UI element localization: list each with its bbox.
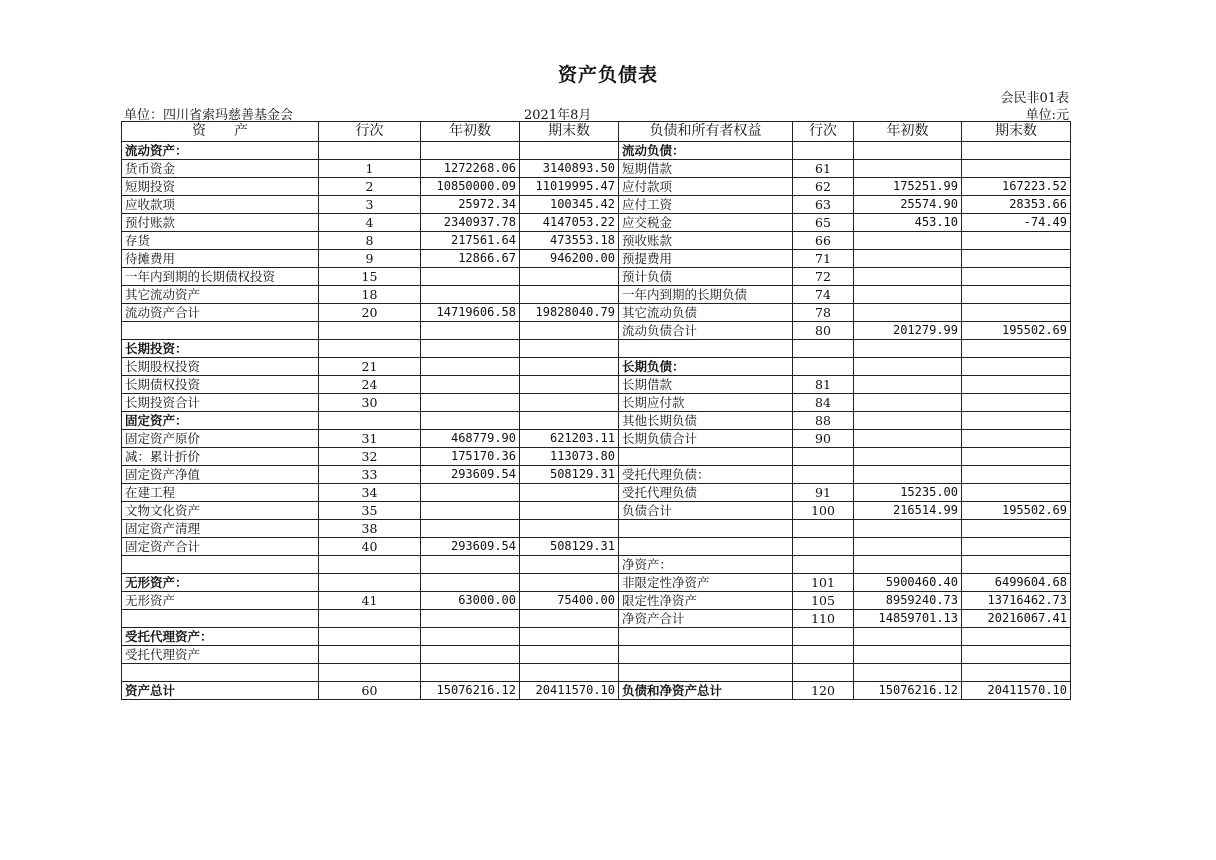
liability-line-no: 72 (793, 268, 854, 286)
asset-closing: 11019995.47 (520, 178, 619, 196)
liability-opening (854, 286, 962, 304)
liability-closing (962, 250, 1071, 268)
asset-name: 无形资产 (122, 592, 319, 610)
asset-closing (520, 502, 619, 520)
liability-line-no (793, 628, 854, 646)
asset-line-no: 21 (319, 358, 421, 376)
header-closing-balance: 期末数 (520, 122, 619, 142)
reporting-period: 2021年8月 (524, 108, 592, 123)
asset-closing (520, 340, 619, 358)
asset-line-no: 8 (319, 232, 421, 250)
liability-closing (962, 628, 1071, 646)
asset-closing (520, 610, 619, 628)
asset-line-no (319, 628, 421, 646)
liability-name: 应付款项 (619, 178, 793, 196)
asset-opening: 468779.90 (421, 430, 520, 448)
liability-closing (962, 232, 1071, 250)
asset-opening: 12866.67 (421, 250, 520, 268)
liability-line-no (793, 358, 854, 376)
asset-closing (520, 412, 619, 430)
asset-line-no: 33 (319, 466, 421, 484)
asset-name: 短期投资 (122, 178, 319, 196)
asset-name (122, 556, 319, 574)
liability-opening (854, 394, 962, 412)
currency-unit: 单位:元 (1025, 108, 1069, 123)
liability-closing: 13716462.73 (962, 592, 1071, 610)
table-row (122, 484, 1071, 502)
balance-sheet-table (121, 121, 1071, 700)
asset-name: 在建工程 (122, 484, 319, 502)
liability-line-no: 71 (793, 250, 854, 268)
table-row (122, 646, 1071, 664)
liability-name: 限定性净资产 (619, 592, 793, 610)
table-row (122, 628, 1071, 646)
asset-line-no: 24 (319, 376, 421, 394)
asset-name: 长期投资： (122, 340, 319, 358)
asset-line-no: 30 (319, 394, 421, 412)
table-row (122, 664, 1071, 682)
asset-opening (421, 268, 520, 286)
table-row (122, 268, 1071, 286)
table-row (122, 286, 1071, 304)
liability-line-no: 63 (793, 196, 854, 214)
asset-name: 文物文化资产 (122, 502, 319, 520)
asset-line-no: 3 (319, 196, 421, 214)
liability-name: 受托代理负债： (619, 466, 793, 484)
asset-opening (421, 340, 520, 358)
liability-closing: 195502.69 (962, 502, 1071, 520)
liability-line-no: 78 (793, 304, 854, 322)
asset-line-no: 60 (319, 682, 421, 700)
asset-line-no: 18 (319, 286, 421, 304)
asset-closing: 508129.31 (520, 538, 619, 556)
header-line-no-right: 行次 (793, 122, 854, 142)
liability-name: 流动负债： (619, 142, 793, 160)
liability-name: 预提费用 (619, 250, 793, 268)
table-row (122, 304, 1071, 322)
liability-opening (854, 646, 962, 664)
table-row (122, 232, 1071, 250)
liability-name: 一年内到期的长期负债 (619, 286, 793, 304)
asset-line-no (319, 610, 421, 628)
asset-opening (421, 142, 520, 160)
asset-line-no: 15 (319, 268, 421, 286)
table-row (122, 502, 1071, 520)
table-row (122, 214, 1071, 232)
asset-closing: 946200.00 (520, 250, 619, 268)
liability-line-no: 81 (793, 376, 854, 394)
asset-name: 应收款项 (122, 196, 319, 214)
asset-name: 资产总计 (122, 682, 319, 700)
asset-name: 受托代理资产： (122, 628, 319, 646)
asset-closing (520, 646, 619, 664)
asset-line-no: 34 (319, 484, 421, 502)
table-row (122, 196, 1071, 214)
asset-closing (520, 268, 619, 286)
asset-line-no (319, 574, 421, 592)
liability-closing: 167223.52 (962, 178, 1071, 196)
asset-closing (520, 574, 619, 592)
table-row (122, 538, 1071, 556)
asset-name: 长期债权投资 (122, 376, 319, 394)
liability-closing (962, 412, 1071, 430)
liability-name: 流动负债合计 (619, 322, 793, 340)
table-row (122, 592, 1071, 610)
table-row (122, 412, 1071, 430)
asset-name: 长期股权投资 (122, 358, 319, 376)
asset-closing (520, 286, 619, 304)
reporting-unit: 单位：四川省索玛慈善基金会 (124, 108, 294, 123)
asset-closing: 621203.11 (520, 430, 619, 448)
liability-opening (854, 376, 962, 394)
liability-closing (962, 160, 1071, 178)
liability-closing (962, 664, 1071, 682)
asset-closing: 100345.42 (520, 196, 619, 214)
asset-opening (421, 520, 520, 538)
liability-line-no (793, 520, 854, 538)
asset-opening (421, 484, 520, 502)
asset-name: 其它流动资产 (122, 286, 319, 304)
asset-opening: 2340937.78 (421, 214, 520, 232)
liability-opening (854, 412, 962, 430)
liability-line-no (793, 664, 854, 682)
liability-closing (962, 448, 1071, 466)
asset-opening: 63000.00 (421, 592, 520, 610)
table-row (122, 160, 1071, 178)
asset-line-no: 1 (319, 160, 421, 178)
liability-line-no: 91 (793, 484, 854, 502)
asset-line-no: 20 (319, 304, 421, 322)
asset-opening (421, 358, 520, 376)
asset-opening: 15076216.12 (421, 682, 520, 700)
liability-opening: 5900460.40 (854, 574, 962, 592)
header-closing-balance-right: 期末数 (962, 122, 1071, 142)
liability-opening (854, 538, 962, 556)
table-row (122, 448, 1071, 466)
asset-line-no (319, 322, 421, 340)
asset-opening: 293609.54 (421, 538, 520, 556)
asset-opening (421, 412, 520, 430)
liability-opening (854, 232, 962, 250)
asset-line-no (319, 142, 421, 160)
liability-name (619, 664, 793, 682)
liability-opening: 14859701.13 (854, 610, 962, 628)
table-row (122, 610, 1071, 628)
liability-closing (962, 304, 1071, 322)
asset-line-no: 2 (319, 178, 421, 196)
asset-closing (520, 664, 619, 682)
asset-closing (520, 376, 619, 394)
asset-name: 固定资产清理 (122, 520, 319, 538)
liability-line-no: 88 (793, 412, 854, 430)
liability-opening (854, 664, 962, 682)
asset-name: 存货 (122, 232, 319, 250)
liability-line-no: 66 (793, 232, 854, 250)
liability-opening (854, 340, 962, 358)
liability-closing (962, 142, 1071, 160)
asset-closing: 19828040.79 (520, 304, 619, 322)
asset-closing: 4147053.22 (520, 214, 619, 232)
liability-closing (962, 376, 1071, 394)
asset-opening (421, 628, 520, 646)
liability-opening (854, 466, 962, 484)
liability-name (619, 520, 793, 538)
liability-line-no: 74 (793, 286, 854, 304)
asset-closing (520, 520, 619, 538)
liability-name: 其他长期负债 (619, 412, 793, 430)
liability-line-no: 84 (793, 394, 854, 412)
liability-name: 非限定性净资产 (619, 574, 793, 592)
asset-line-no (319, 412, 421, 430)
asset-name: 固定资产原价 (122, 430, 319, 448)
asset-opening: 293609.54 (421, 466, 520, 484)
asset-opening: 14719606.58 (421, 304, 520, 322)
liability-line-no (793, 340, 854, 358)
asset-line-no: 40 (319, 538, 421, 556)
asset-opening: 175170.36 (421, 448, 520, 466)
asset-name: 流动资产： (122, 142, 319, 160)
liability-opening: 8959240.73 (854, 592, 962, 610)
liability-name: 应付工资 (619, 196, 793, 214)
liability-line-no (793, 538, 854, 556)
liability-closing (962, 520, 1071, 538)
asset-name: 固定资产： (122, 412, 319, 430)
asset-name: 减：累计折价 (122, 448, 319, 466)
table-row (122, 430, 1071, 448)
asset-opening (421, 556, 520, 574)
liability-name: 负债和净资产总计 (619, 682, 793, 700)
liability-closing: -74.49 (962, 214, 1071, 232)
asset-closing: 20411570.10 (520, 682, 619, 700)
table-row (122, 322, 1071, 340)
liability-opening (854, 448, 962, 466)
liability-name: 受托代理负债 (619, 484, 793, 502)
asset-opening (421, 394, 520, 412)
liability-opening (854, 268, 962, 286)
asset-line-no (319, 556, 421, 574)
table-header-row (122, 122, 1071, 142)
liability-line-no: 120 (793, 682, 854, 700)
liability-closing (962, 538, 1071, 556)
liability-name: 应交税金 (619, 214, 793, 232)
liability-name (619, 448, 793, 466)
asset-name: 流动资产合计 (122, 304, 319, 322)
liability-name: 净资产： (619, 556, 793, 574)
liability-name: 负债合计 (619, 502, 793, 520)
liability-closing (962, 286, 1071, 304)
liability-name (619, 340, 793, 358)
liability-name: 长期负债： (619, 358, 793, 376)
liability-opening (854, 250, 962, 268)
liability-name: 长期应付款 (619, 394, 793, 412)
liability-line-no (793, 556, 854, 574)
liability-opening: 216514.99 (854, 502, 962, 520)
liability-name: 预收账款 (619, 232, 793, 250)
liability-line-no: 62 (793, 178, 854, 196)
asset-opening: 25972.34 (421, 196, 520, 214)
liability-name: 其它流动负债 (619, 304, 793, 322)
table-row (122, 250, 1071, 268)
header-opening-balance-right: 年初数 (854, 122, 962, 142)
liability-closing (962, 340, 1071, 358)
asset-line-no: 31 (319, 430, 421, 448)
liability-line-no (793, 646, 854, 664)
asset-closing (520, 556, 619, 574)
table-row (122, 466, 1071, 484)
form-code: 会民非01表 (1000, 91, 1069, 106)
asset-closing (520, 358, 619, 376)
table-row (122, 142, 1071, 160)
header-assets: 资 产 (122, 122, 319, 142)
asset-line-no (319, 664, 421, 682)
header-opening-balance: 年初数 (421, 122, 520, 142)
asset-opening (421, 610, 520, 628)
page-title: 资产负债表 (557, 64, 658, 86)
liability-line-no (793, 448, 854, 466)
asset-name: 无形资产： (122, 574, 319, 592)
asset-closing: 113073.80 (520, 448, 619, 466)
table-row (122, 358, 1071, 376)
asset-closing: 75400.00 (520, 592, 619, 610)
liability-closing: 28353.66 (962, 196, 1071, 214)
asset-line-no (319, 340, 421, 358)
table-row (122, 520, 1071, 538)
asset-name: 固定资产合计 (122, 538, 319, 556)
asset-opening: 10850000.09 (421, 178, 520, 196)
liability-opening (854, 358, 962, 376)
liability-name: 净资产合计 (619, 610, 793, 628)
asset-opening (421, 502, 520, 520)
liability-opening (854, 556, 962, 574)
liability-closing (962, 556, 1071, 574)
asset-opening: 217561.64 (421, 232, 520, 250)
liability-closing (962, 466, 1071, 484)
liability-line-no: 105 (793, 592, 854, 610)
liability-name: 长期负债合计 (619, 430, 793, 448)
asset-name: 固定资产净值 (122, 466, 319, 484)
liability-line-no: 80 (793, 322, 854, 340)
asset-opening (421, 646, 520, 664)
table-row (122, 682, 1071, 700)
asset-line-no: 32 (319, 448, 421, 466)
liability-line-no: 65 (793, 214, 854, 232)
liability-line-no: 100 (793, 502, 854, 520)
table-row (122, 394, 1071, 412)
asset-line-no: 4 (319, 214, 421, 232)
asset-name: 受托代理资产 (122, 646, 319, 664)
asset-closing (520, 628, 619, 646)
asset-closing (520, 142, 619, 160)
liability-line-no: 110 (793, 610, 854, 628)
liability-name: 长期借款 (619, 376, 793, 394)
asset-closing (520, 484, 619, 502)
asset-name: 长期投资合计 (122, 394, 319, 412)
liability-line-no (793, 142, 854, 160)
liability-opening (854, 142, 962, 160)
asset-line-no (319, 646, 421, 664)
liability-closing: 6499604.68 (962, 574, 1071, 592)
liability-opening (854, 160, 962, 178)
liability-closing (962, 394, 1071, 412)
asset-closing: 473553.18 (520, 232, 619, 250)
header-liabilities-equity: 负债和所有者权益 (619, 122, 793, 142)
liability-opening: 15076216.12 (854, 682, 962, 700)
liability-name: 短期借款 (619, 160, 793, 178)
asset-opening (421, 664, 520, 682)
liability-opening: 25574.90 (854, 196, 962, 214)
table-row (122, 376, 1071, 394)
asset-name (122, 322, 319, 340)
liability-closing (962, 646, 1071, 664)
liability-name (619, 538, 793, 556)
liability-line-no: 61 (793, 160, 854, 178)
liability-closing: 20411570.10 (962, 682, 1071, 700)
asset-line-no: 35 (319, 502, 421, 520)
asset-name: 一年内到期的长期债权投资 (122, 268, 319, 286)
liability-closing: 20216067.41 (962, 610, 1071, 628)
table-row (122, 340, 1071, 358)
liability-opening (854, 304, 962, 322)
liability-opening: 15235.00 (854, 484, 962, 502)
liability-name: 预计负债 (619, 268, 793, 286)
table-row (122, 178, 1071, 196)
asset-opening (421, 322, 520, 340)
asset-name: 货币资金 (122, 160, 319, 178)
liability-closing (962, 358, 1071, 376)
asset-line-no: 41 (319, 592, 421, 610)
asset-opening (421, 376, 520, 394)
asset-closing: 508129.31 (520, 466, 619, 484)
liability-line-no (793, 466, 854, 484)
liability-closing (962, 430, 1071, 448)
asset-opening (421, 286, 520, 304)
header-line-no: 行次 (319, 122, 421, 142)
asset-opening (421, 574, 520, 592)
asset-name (122, 664, 319, 682)
table-row (122, 556, 1071, 574)
liability-name (619, 628, 793, 646)
liability-line-no: 90 (793, 430, 854, 448)
liability-opening: 201279.99 (854, 322, 962, 340)
asset-closing (520, 322, 619, 340)
asset-name (122, 610, 319, 628)
liability-closing: 195502.69 (962, 322, 1071, 340)
asset-closing (520, 394, 619, 412)
table-row (122, 574, 1071, 592)
asset-line-no: 38 (319, 520, 421, 538)
asset-line-no: 9 (319, 250, 421, 268)
asset-opening: 1272268.06 (421, 160, 520, 178)
liability-opening: 453.10 (854, 214, 962, 232)
liability-opening (854, 628, 962, 646)
liability-closing (962, 268, 1071, 286)
liability-opening (854, 430, 962, 448)
liability-opening: 175251.99 (854, 178, 962, 196)
asset-name: 预付账款 (122, 214, 319, 232)
liability-name (619, 646, 793, 664)
asset-closing: 3140893.50 (520, 160, 619, 178)
liability-line-no: 101 (793, 574, 854, 592)
liability-closing (962, 484, 1071, 502)
asset-name: 待摊费用 (122, 250, 319, 268)
liability-opening (854, 520, 962, 538)
